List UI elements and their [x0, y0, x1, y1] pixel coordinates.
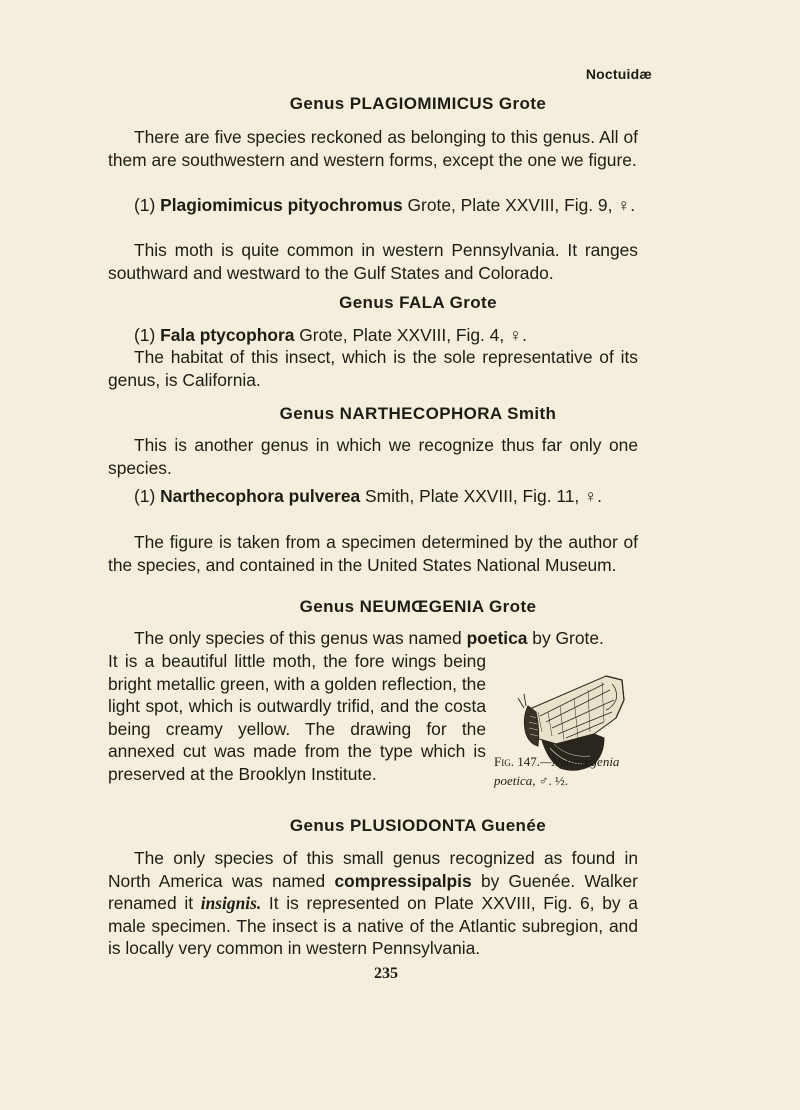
species-name: Narthecophora pulverea: [160, 486, 361, 506]
paragraph-narthecophora-intro: This is another genus in which we recognize thus far only one species.: [108, 435, 638, 478]
paragraph-plagiomimicus-intro: There are five species reckoned as belonging to this genus. All of them are southwestern and western forms, except the one we figure.: [108, 127, 638, 170]
paragraph-neumoegenia-description: It is a beautiful little moth, the fore wings being bright metallic green, with a golden reflection, the light spot, which is outwardly trifid, and the costa being creamy yellow. The drawing for the annexed cut was made from the type which is preserved at the Brooklyn Institute.: [108, 651, 486, 784]
species-name: poetica: [466, 628, 528, 648]
species-entry-fala: (1) Fala ptycophora Grote, Plate XXVIII, Fig. 4, ♀.: [134, 325, 527, 345]
paragraph-narthecophora-specimen: The figure is taken from a specimen determined by the author of the species, and contained in the United States National Museum.: [108, 532, 638, 575]
genus-heading-plagiomimicus: Genus PLAGIOMIMICUS Grote: [289, 94, 547, 113]
genus-heading-fala: Genus FALA Grote: [339, 293, 497, 312]
species-entry-plagiomimicus: (1) Plagiomimicus pityochromus Grote, Plate XXVIII, Fig. 9, ♀.: [134, 195, 636, 215]
synonym-name: insignis.: [200, 893, 262, 913]
paragraph-plagiomimicus-habitat: This moth is quite common in western Pennsylvania. It ranges southward and westward to the Gulf States and Colorado.: [108, 240, 638, 283]
species-name: compressipalpis: [334, 870, 472, 891]
genus-heading-neumoegenia: Genus NEUMŒGENIA Grote: [299, 597, 537, 616]
species-entry-narthecophora: (1) Narthecophora pulverea Smith, Plate XXVIII, Fig. 11, ♀.: [134, 486, 602, 506]
paragraph-fala-habitat: The habitat of this insect, which is the sole representative of its genus, is California.: [108, 347, 638, 390]
genus-heading-narthecophora: Genus NARTHECOPHORA Smith: [279, 404, 557, 423]
genus-heading-plusiodonta: Genus PLUSIODONTA Guenée: [289, 816, 547, 835]
species-name: Plagiomimicus pityochromus: [160, 195, 403, 215]
paragraph-plusiodonta: The only species of this small genus recognized as found in North America was named compressipalpis by Guenée. Walker renamed it insignis. It is represented on Plate XXVIII, Fig. 6, by a male specimen. The insect is a native of the Atlantic subregion, and is locally very common in western Pennsylvania.: [108, 848, 638, 958]
paragraph-neumoegenia-first-line: The only species of this genus was named poetica by Grote.: [134, 628, 604, 648]
page-number: 235: [374, 965, 398, 982]
running-head: Noctuidæ: [585, 66, 652, 82]
figure-caption: Fig. 147.—Neumœgenia poetica, ♂. ½.: [494, 754, 620, 788]
species-name: Fala ptycophora: [160, 325, 295, 345]
